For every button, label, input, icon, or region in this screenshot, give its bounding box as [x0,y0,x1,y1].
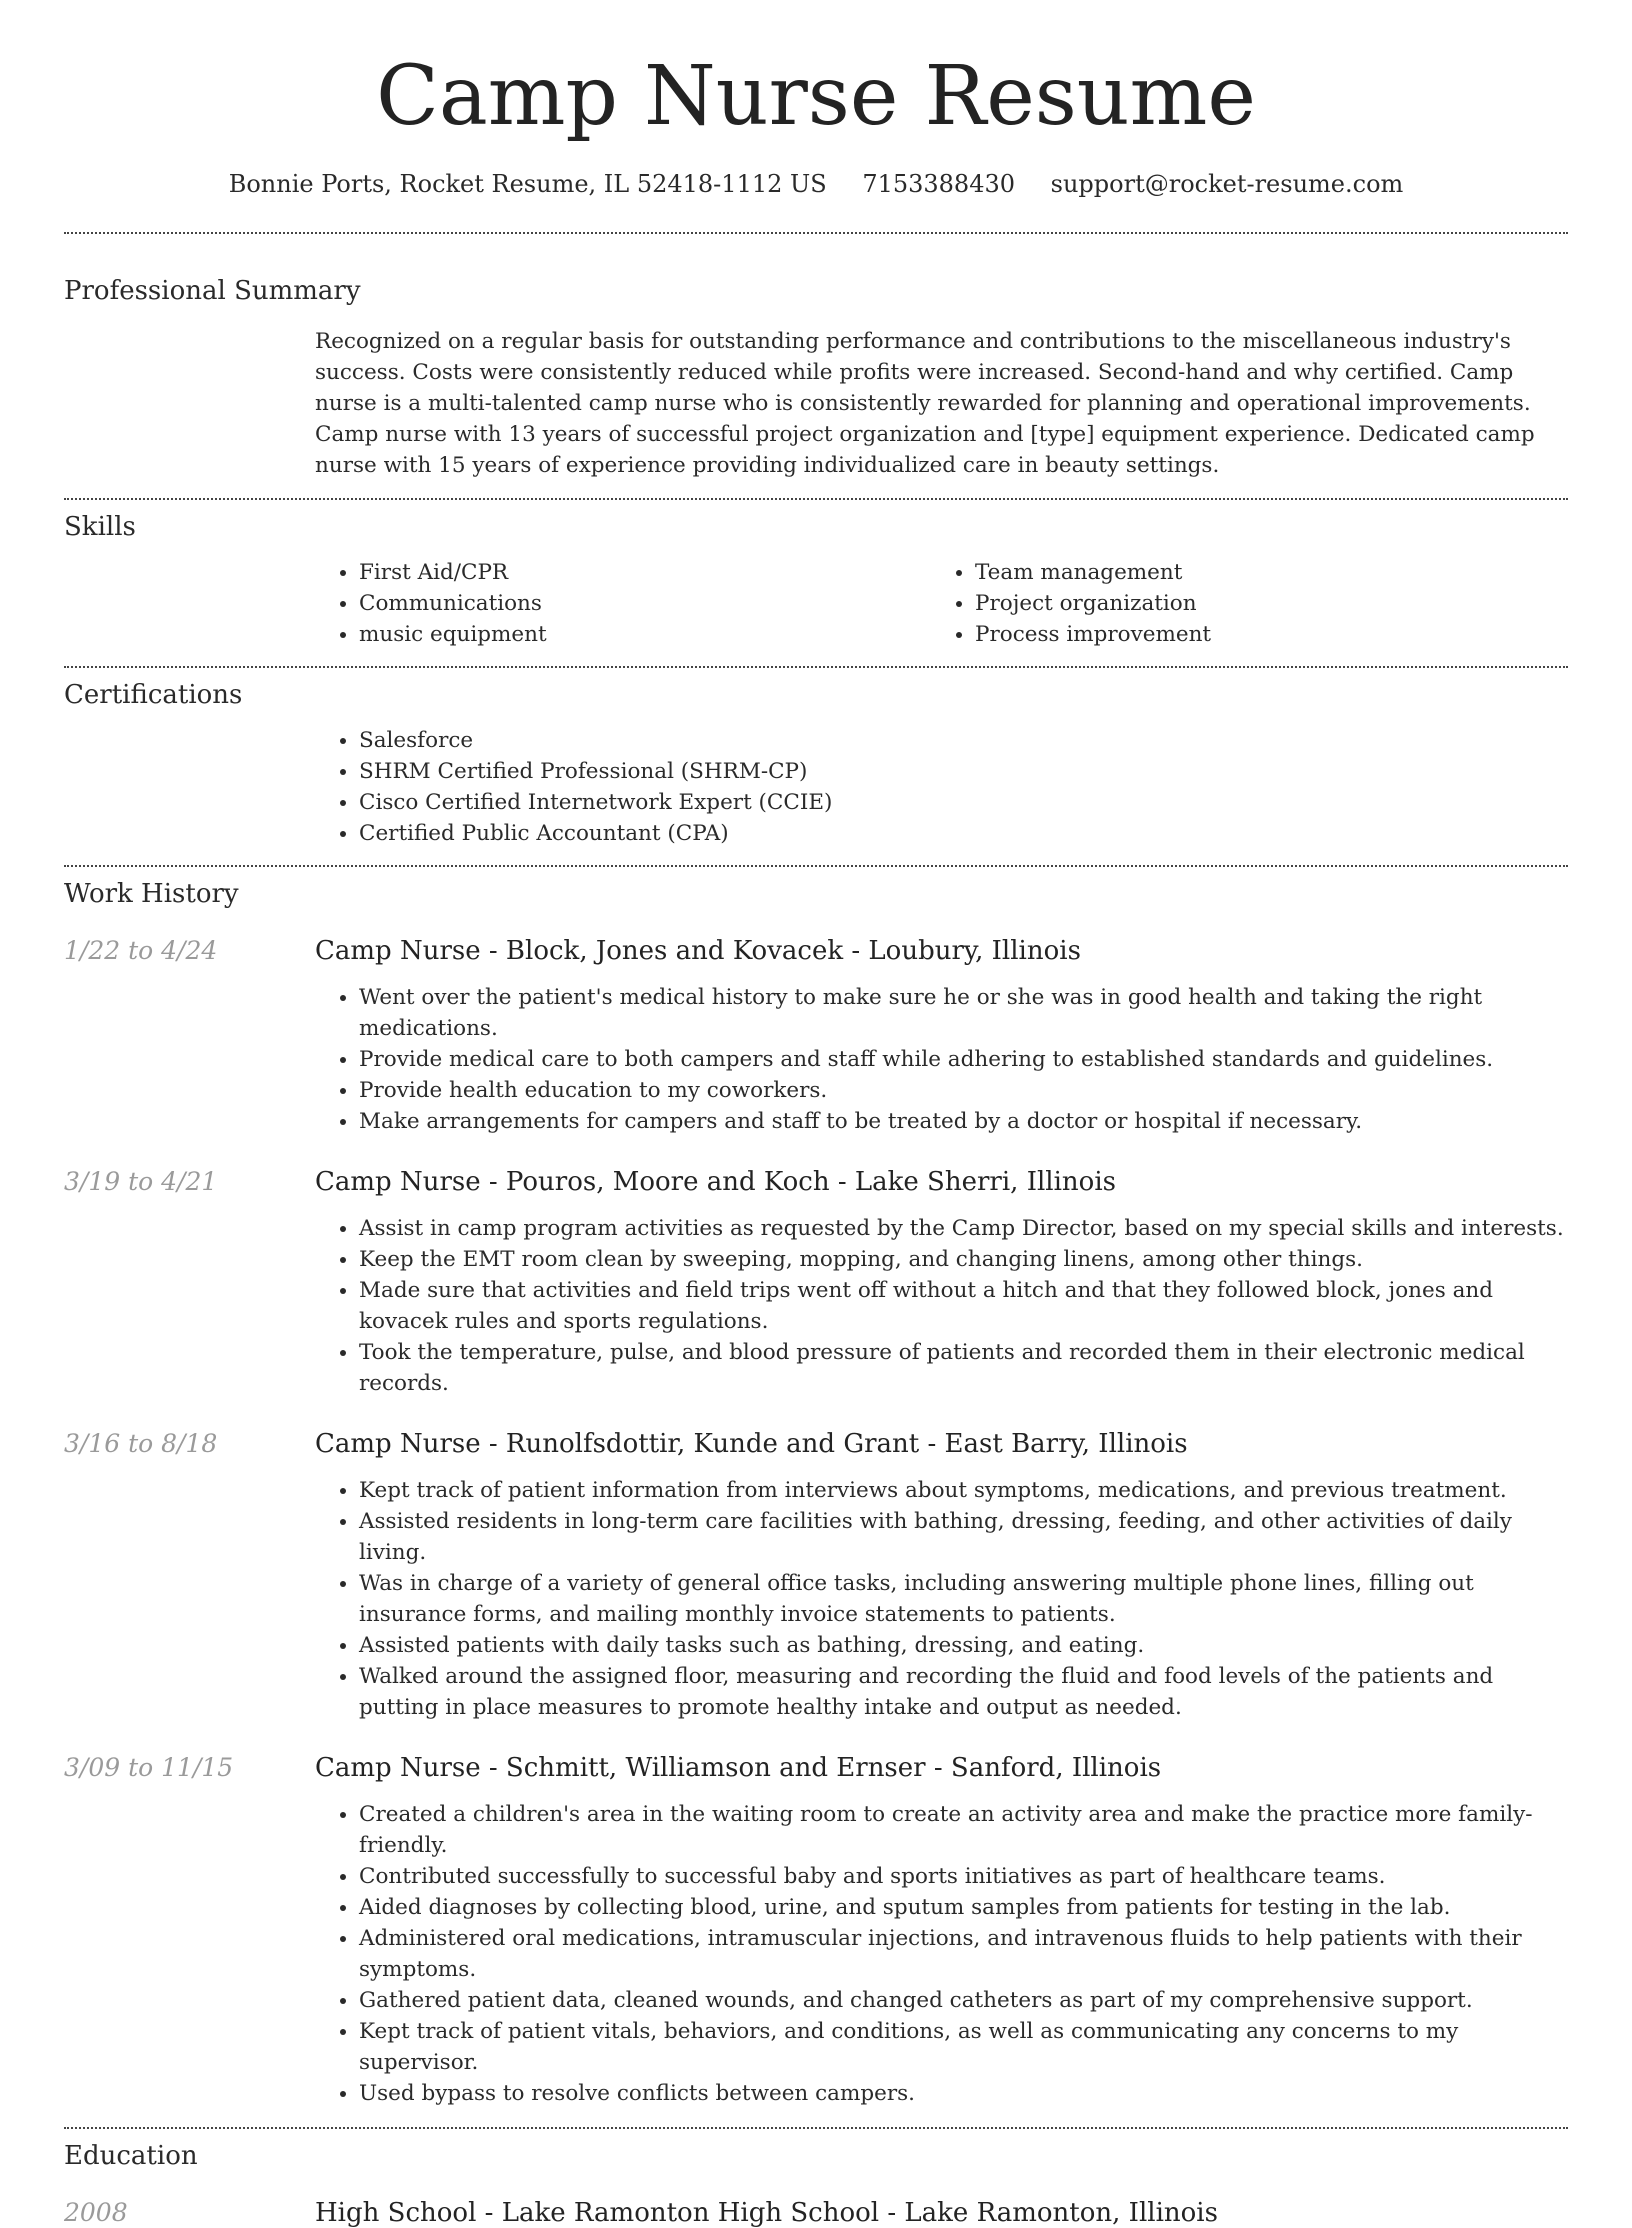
job-entry [64,1429,1568,1723]
education-entry [64,2198,1568,2228]
section-heading-summary: Professional Summary [64,276,361,307]
skills-column-left [315,557,931,650]
list-item: • Salesforce [359,725,1568,756]
list-item: • Assisted patients with daily tasks such as bathing, dressing, and eating. [359,1630,1568,1661]
list-item: • Was in charge of a variety of general office tasks, including answering multiple phone lines, filling out insurance forms, and mailing monthly invoice statements to patients. [359,1568,1568,1630]
job-title: Camp Nurse - Schmitt, Williamson and Ernser - Sanford, Illinois [315,1753,1162,1784]
list-item: • SHRM Certified Professional (SHRM-CP) [359,756,1568,787]
section-heading-education: Education [64,2141,198,2172]
job-entry [64,1167,1568,1399]
list-item: • Kept track of patient information from interviews about symptoms, medications, and previous treatment. [359,1475,1568,1506]
list-item: • music equipment [359,619,931,650]
job-date: 1/22 to 4/24 [64,936,218,966]
list-item: • Project organization [975,588,1547,619]
section-heading-skills: Skills [64,512,136,543]
section-heading-certifications: Certifications [64,680,243,711]
list-item: • Assisted residents in long-term care facilities with bathing, dressing, feeding, and other activities of daily living. [359,1506,1568,1568]
list-item: • Aided diagnoses by collecting blood, urine, and sputum samples from patients for testing in the lab. [359,1892,1568,1923]
contact-line [64,170,1568,198]
job-title: Camp Nurse - Block, Jones and Kovacek - Loubury, Illinois [315,936,1081,967]
divider [64,2127,1568,2129]
education-title: High School - Lake Ramonton High School - Lake Ramonton, Illinois [315,2198,1218,2228]
certifications-list [315,725,1568,849]
list-item: • Kept track of patient vitals, behaviors, and conditions, as well as communicating any concerns to my supervisor. [359,2016,1568,2078]
list-item: • Used bypass to resolve conflicts between campers. [359,2078,1568,2109]
divider [64,865,1568,867]
list-item: • Provide medical care to both campers and staff while adhering to established standards and guidelines. [359,1044,1568,1075]
list-item: • Administered oral medications, intramuscular injections, and intravenous fluids to help patients with their symptoms. [359,1923,1568,1985]
job-entry [64,1753,1568,2109]
list-item: • Walked around the assigned floor, measuring and recording the fluid and food levels of the patients and putting in place measures to promote healthy intake and output as needed. [359,1661,1568,1723]
list-item: • Team management [975,557,1547,588]
skills-list [315,557,1568,650]
list-item: • Keep the EMT room clean by sweeping, mopping, and changing linens, among other things. [359,1244,1568,1275]
contact-phone: 7153388430 [862,170,1016,199]
job-title: Camp Nurse - Runolfsdottir, Kunde and Grant - East Barry, Illinois [315,1429,1188,1460]
list-item: • Took the temperature, pulse, and blood pressure of patients and recorded them in their electronic medical records. [359,1337,1568,1399]
list-item: • Provide health education to my coworkers. [359,1075,1568,1106]
job-date: 3/09 to 11/15 [64,1753,234,1783]
list-item: • Went over the patient's medical history to make sure he or she was in good health and taking the right medications. [359,982,1568,1044]
divider [64,232,1568,234]
page-title: Camp Nurse Resume [376,49,1256,144]
list-item: • Made sure that activities and field trips went off without a hitch and that they followed block, jones and kovacek rules and sports regulations. [359,1275,1568,1337]
divider [64,498,1568,500]
section-heading-work-history: Work History [64,879,239,910]
list-item: • Process improvement [975,619,1547,650]
list-item: • Communications [359,588,931,619]
list-item: • Assist in camp program activities as requested by the Camp Director, based on my special skills and interests. [359,1213,1568,1244]
education-date: 2008 [64,2198,128,2228]
list-item: • Make arrangements for campers and staff to be treated by a doctor or hospital if necessary. [359,1106,1568,1137]
job-date: 3/16 to 8/18 [64,1429,218,1459]
job-title: Camp Nurse - Pouros, Moore and Koch - Lake Sherri, Illinois [315,1167,1116,1198]
contact-email: support@rocket-resume.com [1050,170,1404,199]
list-item: • Gathered patient data, cleaned wounds, and changed catheters as part of my comprehensive support. [359,1985,1568,2016]
divider [64,666,1568,668]
list-item: • Certified Public Accountant (CPA) [359,818,1568,849]
job-entry [64,936,1568,1137]
job-date: 3/19 to 4/21 [64,1167,218,1197]
contact-address: Bonnie Ports, Rocket Resume, IL 52418-1112 US [228,170,827,199]
skills-column-right [931,557,1547,650]
summary-text: Recognized on a regular basis for outstanding performance and contributions to the miscellaneous industry's success. Costs were consistently reduced while profits were increased. Second-hand and why certified. Camp nurse is a multi-talented camp nurse who is consistently rewarded for planning and operational improvements. Camp nurse with 13 years of successful project organization and [type] equipment experience. Dedicated camp nurse with 15 years of experience providing individualized care in beauty settings. [315,329,1535,479]
list-item: • Contributed successfully to successful baby and sports initiatives as part of healthcare teams. [359,1861,1568,1892]
list-item: • First Aid/CPR [359,557,931,588]
list-item: • Cisco Certified Internetwork Expert (CCIE) [359,787,1568,818]
list-item: • Created a children's area in the waiting room to create an activity area and make the practice more family-friendly. [359,1799,1568,1861]
